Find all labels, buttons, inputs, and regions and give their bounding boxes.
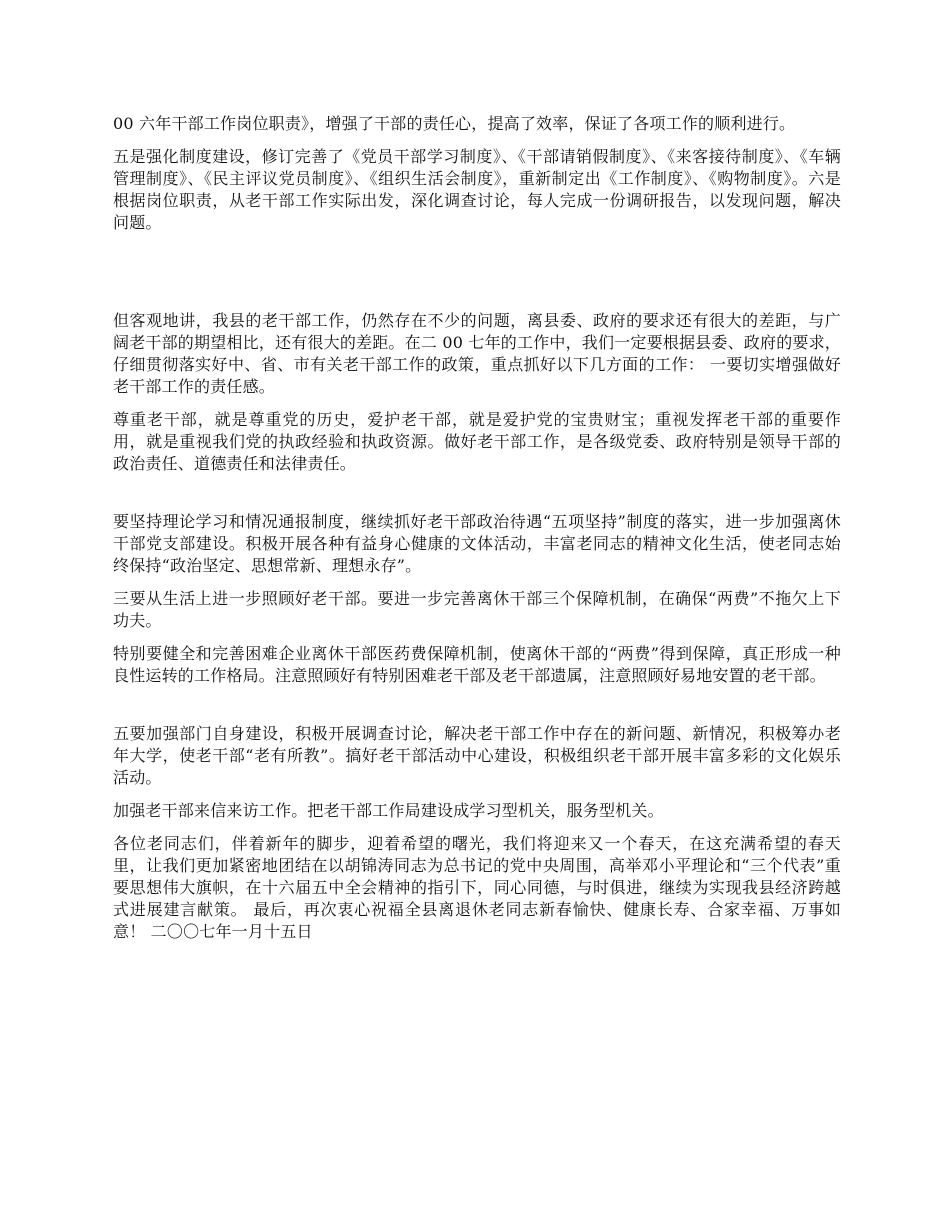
paragraph-1: 00 六年干部工作岗位职责》，增强了干部的责任心，提高了效率，保证了各项工作的顺利进行。	[113, 114, 796, 133]
section-gap	[113, 245, 841, 310]
paragraph-6: 三要从生活上进一步照顾好老干部。要进一步完善离休干部三个保障机制，在确保“两费”不拖欠上下功夫。	[113, 589, 841, 630]
section-gap	[113, 698, 841, 723]
paragraph-7: 特别要健全和完善困难企业离休干部医药费保障机制，使离休干部的“两费”得到保障，真正形成一种良性运转的工作格局。注意照顾好有特别困难老干部及老干部遗属，注意照顾好易地安置的老干部。	[113, 644, 841, 685]
paragraph-9: 加强老干部来信来访工作。把老干部工作局建设成学习型机关，服务型机关。	[113, 801, 664, 820]
paragraph-5: 要坚持理论学习和情况通报制度，继续抓好老干部政治待遇“五项坚持”制度的落实，进一步加强离休干部党支部建设。积极开展各种有益身心健康的文体活动，丰富老同志的精神文化生活，使老同志始终保持“政治坚定、思想常新、理想永存”。	[113, 512, 841, 575]
paragraph-3: 但客观地讲，我县的老干部工作，仍然存在不少的问题，离县委、政府的要求还有很大的差距，与广阔老干部的期望相比，还有很大的差距。在二 00 七年的工作中，我们一定要根据县委、政府的要求，仔细贯彻落实好中、省、市有关老干部工作的政策，重点抓好以下几方面的工作： 一要切实增强做好老干部工作的责任感。	[113, 311, 841, 396]
paragraph-10: 各位老同志们，伴着新年的脚步，迎着希望的曙光，我们将迎来又一个春天，在这充满希望的春天里，让我们更加紧密地团结在以胡锦涛同志为总书记的党中央周围，高举邓小平理论和“三个代表”重要思想伟大旗帜，在十六届五中全会精神的指引下，同心同德，与时俱进，继续为实现我县经济跨越式进展建言献策。 最后，再次衷心祝福全县离退休老同志新春愉快、健康长寿、合家幸福、万事如意！ 二〇〇七年一月十五日	[113, 834, 841, 941]
document-body	[113, 113, 841, 954]
paragraph-2: 五是强化制度建设，修订完善了《党员干部学习制度》、《干部请销假制度》、《来客接待制度》、《车辆管理制度》、《民主评议党员制度》、《组织生活会制度》，重新制定出《工作制度》、《购物制度》。六是根据岗位职责，从老干部工作实际出发，深化调查讨论，每人完成一份调研报告，以发现问题，解决问题。	[113, 147, 841, 232]
section-gap	[113, 486, 841, 511]
paragraph-4: 尊重老干部，就是尊重党的历史，爱护老干部，就是爱护党的宝贵财宝；重视发挥老干部的重要作用，就是重视我们党的执政经验和执政资源。做好老干部工作，是各级党委、政府特别是领导干部的政治责任、道德责任和法律责任。	[113, 410, 841, 473]
paragraph-8: 五要加强部门自身建设，积极开展调查讨论，解决老干部工作中存在的新问题、新情况，积极筹办老年大学，使老干部“老有所教”。搞好老干部活动中心建设，积极组织老干部开展丰富多彩的文化娱乐活动。	[113, 724, 841, 787]
